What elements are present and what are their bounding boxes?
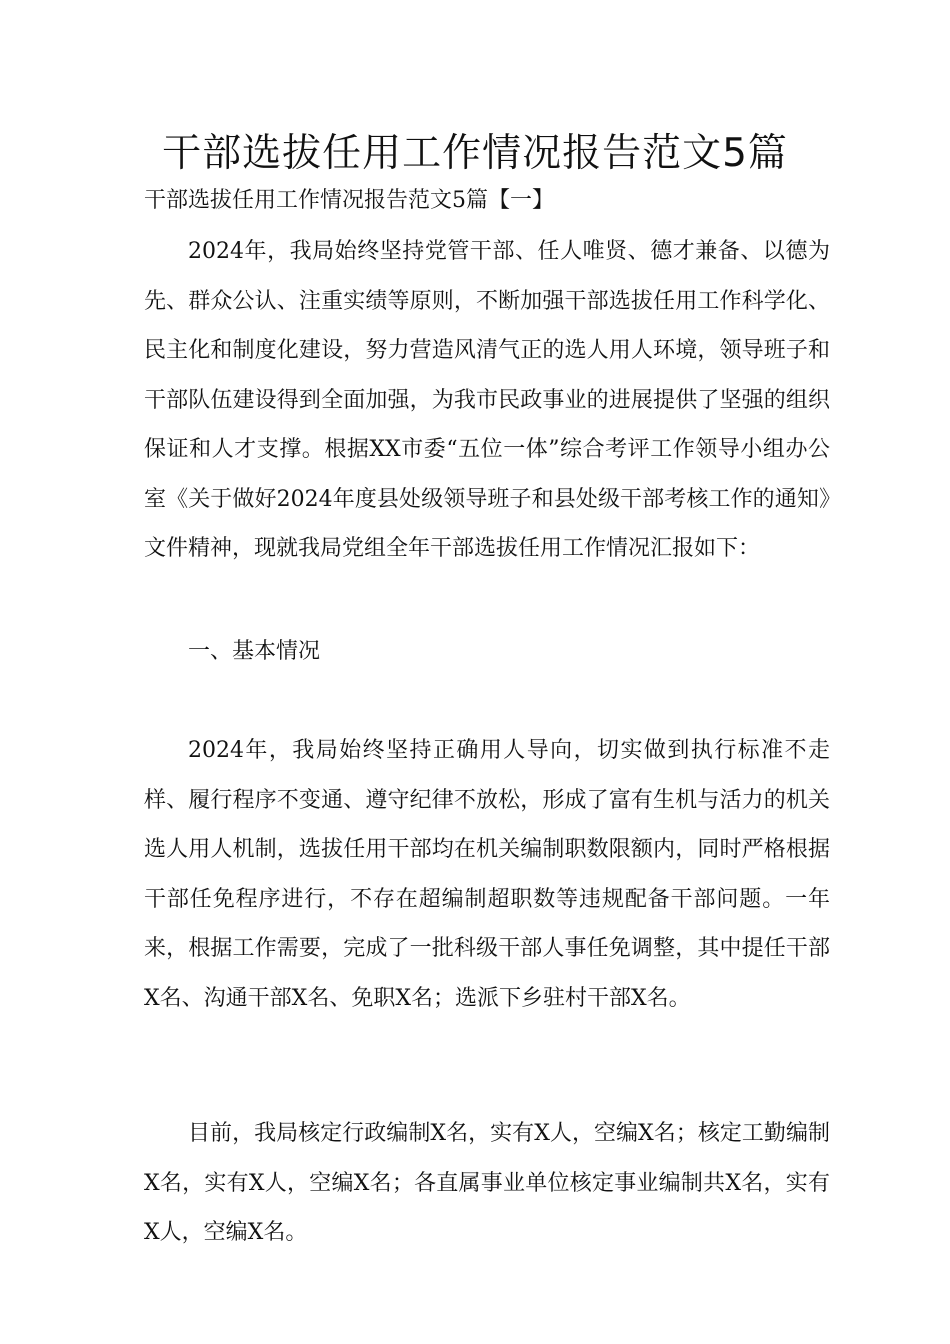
paragraph-intro: 2024年，我局始终坚持党管干部、任人唯贤、德才兼备、以德为先、群众公认、注重实绩等原则，不断加强干部选拔任用工作科学化、民主化和制度化建设，努力营造风清气正的选人用人环境，领导班子和干部队伍建设得到全面加强，为我市民政事业的进展提供了坚强的组织保证和人才支撑。根据XX市委“五位一体”综合考评工作领导小组办公室《关于做好2024年度县处级领导班子和县处级干部考核工作的通知》文件精神，现就我局党组全年干部选拔任用工作情况汇报如下： <box>144 239 830 561</box>
paragraph-staffing: 目前，我局核定行政编制X名，实有X人，空编X名；核定工勤编制X名，实有X人，空编X名；各直属事业单位核定事业编制共X名，实有X人，空编X名。 <box>144 1121 830 1245</box>
paragraph-basic-situation: 2024年，我局始终坚持正确用人导向，切实做到执行标准不走样、履行程序不变通、遵守纪律不放松，形成了富有生机与活力的机关选人用人机制，选拔任用干部均在机关编制职数限额内，同时严格根据干部任免程序进行，不存在超编制超职数等违规配备干部问题。一年来，根据工作需要，完成了一批科级干部人事任免调整，其中提任干部X名、沟通干部X名、免职X名；选派下乡驻村干部X名。 <box>144 738 830 1011</box>
section-heading-basic-situation: 一、基本情况 <box>188 639 321 664</box>
document-title: 干部选拔任用工作情况报告范文5篇 <box>162 131 788 176</box>
document-subtitle: 干部选拔任用工作情况报告范文5篇【一】 <box>144 188 554 213</box>
